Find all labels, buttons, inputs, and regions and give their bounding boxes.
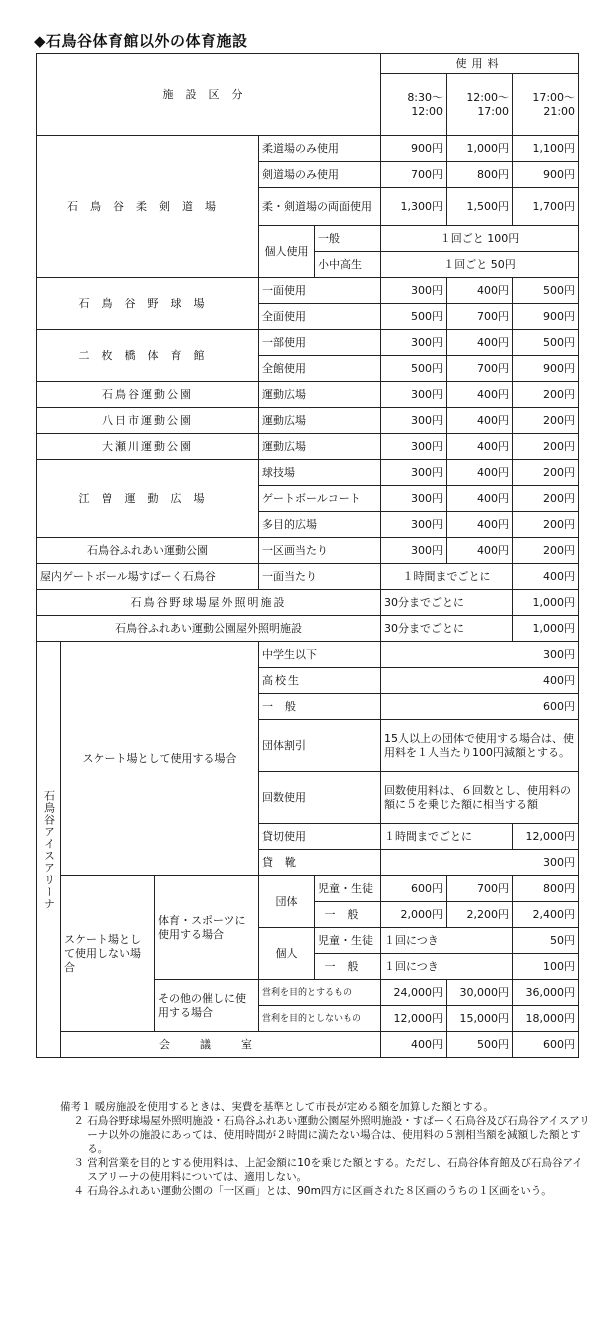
note-key: 備考１ — [60, 1101, 95, 1113]
note-text: 石鳥谷野球場屋外照明施設・石鳥谷ふれあい運動公園屋外照明施設・すぱーく石鳥谷及び石鳥谷アイスアリーナ以外の施設にあっては、使用時間が２時間に満たない場合は、使用料の５割相当額を減額した額とする。 — [87, 1115, 590, 1155]
facility-name: 石鳥谷ふれあい運動公園屋外照明施設 — [37, 616, 381, 642]
table-row — [37, 408, 579, 434]
fee-cell: 24,000円 — [381, 980, 447, 1006]
fee-cell: 2,000円 — [381, 902, 447, 928]
table-row — [37, 876, 579, 902]
usage-sublabel: 一般 — [315, 226, 381, 252]
fee-cell: 500円 — [381, 356, 447, 382]
fee-cell: 200円 — [513, 538, 579, 564]
facility-name-vertical: 石鳥谷アイスアリーナ — [37, 642, 61, 1058]
facility-name: 石鳥谷運動公園 — [37, 382, 259, 408]
usage-label: 一面使用 — [259, 278, 381, 304]
table-row — [37, 434, 579, 460]
note-key: ３ — [60, 1157, 88, 1169]
indiv-label: 個人 — [259, 928, 315, 980]
usage-subcategory: その他の催しに使用する場合 — [155, 980, 259, 1032]
fee-cell: 400円 — [447, 486, 513, 512]
fee-cell: 700円 — [447, 876, 513, 902]
usage-label: 全館使用 — [259, 356, 381, 382]
fee-cell: 100円 — [513, 954, 579, 980]
usage-sublabel: 児童・生徒 — [315, 876, 381, 902]
fee-cell: 1,500円 — [447, 188, 513, 226]
fee-cell: 500円 — [381, 304, 447, 330]
fee-cell: 300円 — [381, 538, 447, 564]
usage-label: 運動広場 — [259, 434, 381, 460]
usage-label: ゲートボールコート — [259, 486, 381, 512]
usage-label: 回数使用 — [259, 772, 381, 824]
fee-cell: 2,400円 — [513, 902, 579, 928]
fee-cell: 500円 — [513, 330, 579, 356]
fee-cell: 1,300円 — [381, 188, 447, 226]
note-key: ２ — [60, 1115, 88, 1127]
fee-cell: 900円 — [513, 162, 579, 188]
fee-cell: 600円 — [513, 1032, 579, 1058]
fee-cell: 200円 — [513, 434, 579, 460]
fee-cell: 36,000円 — [513, 980, 579, 1006]
usage-label: 貸靴 — [259, 850, 381, 876]
usage-sublabel: 児童・生徒 — [315, 928, 381, 954]
fee-cell: 300円 — [381, 278, 447, 304]
usage-label: 一般 — [259, 694, 381, 720]
usage-label: 全面使用 — [259, 304, 381, 330]
fee-unit: 30分までごとに — [381, 616, 513, 642]
time-slot-3: 17:00〜 21:00 — [513, 74, 579, 136]
usage-label: 高校生 — [259, 668, 381, 694]
facility-name: 屋内ゲートボール場すぱーく石鳥谷 — [37, 564, 259, 590]
table-row — [37, 382, 579, 408]
usage-sublabel: 小中高生 — [315, 252, 381, 278]
fee-cell: 400円 — [447, 382, 513, 408]
fee-cell: 1,000円 — [447, 136, 513, 162]
facility-name: 会議室 — [61, 1032, 381, 1058]
fee-cell: 300円 — [381, 642, 579, 668]
table-row — [37, 538, 579, 564]
facility-name: 石鳥谷柔剣道場 — [37, 136, 259, 278]
table-row — [37, 616, 579, 642]
note-key: ４ — [60, 1185, 88, 1197]
notes — [60, 1100, 590, 1198]
fee-cell: 400円 — [447, 434, 513, 460]
fee-cell: 700円 — [447, 356, 513, 382]
fee-cell: 600円 — [381, 876, 447, 902]
fee-cell: 800円 — [513, 876, 579, 902]
fee-header: 使用料 — [381, 54, 579, 74]
fee-cell: 400円 — [513, 564, 579, 590]
usage-category: スケート場として使用する場合 — [61, 642, 259, 876]
fee-table — [36, 53, 579, 1058]
fee-cell: 200円 — [513, 460, 579, 486]
time-slot-2: 12:00〜 17:00 — [447, 74, 513, 136]
table-row — [37, 330, 579, 356]
fee-cell: 300円 — [381, 330, 447, 356]
fee-cell: 500円 — [513, 278, 579, 304]
note-item — [60, 1100, 590, 1114]
usage-sublabel: 一般 — [315, 902, 381, 928]
note-item — [60, 1114, 590, 1156]
fee-cell: 2,200円 — [447, 902, 513, 928]
note-item — [60, 1184, 590, 1198]
facility-name: 二枚橋体育館 — [37, 330, 259, 382]
usage-label: 団体割引 — [259, 720, 381, 772]
fee-cell: 300円 — [381, 512, 447, 538]
fee-cell: 700円 — [447, 304, 513, 330]
usage-label: 個人使用 — [259, 226, 315, 278]
facility-name: 石鳥谷野球場屋外照明施設 — [37, 590, 381, 616]
usage-subcategory: 体育・スポーツに使用する場合 — [155, 876, 259, 980]
fee-cell: 30,000円 — [447, 980, 513, 1006]
table-header-row — [37, 54, 579, 74]
fee-cell: 300円 — [381, 486, 447, 512]
fee-cell: 600円 — [381, 694, 579, 720]
fee-cell: 800円 — [447, 162, 513, 188]
usage-label: 一面当たり — [259, 564, 381, 590]
fee-cell: 50円 — [513, 928, 579, 954]
facility-name: 石鳥谷野球場 — [37, 278, 259, 330]
usage-label: 貸切使用 — [259, 824, 381, 850]
fee-cell: 400円 — [447, 330, 513, 356]
fee-cell: 400円 — [381, 1032, 447, 1058]
fee-cell: 400円 — [447, 278, 513, 304]
fee-cell: 18,000円 — [513, 1006, 579, 1032]
fee-cell: 900円 — [513, 304, 579, 330]
note-text: 石鳥谷ふれあい運動公園の「一区画」とは、90m四方に区画された８区画のうちの１区画をいう。 — [87, 1185, 552, 1197]
time-slot-1: 8:30〜 12:00 — [381, 74, 447, 136]
fee-cell: 1,000円 — [513, 590, 579, 616]
fee-cell: 300円 — [381, 460, 447, 486]
usage-sublabel: 一般 — [315, 954, 381, 980]
fee-cell: 700円 — [381, 162, 447, 188]
facility-name: 大瀬川運動公園 — [37, 434, 259, 460]
note-item — [60, 1156, 590, 1184]
fee-cell: 1,100円 — [513, 136, 579, 162]
fee-cell: 400円 — [447, 460, 513, 486]
fee-cell: 300円 — [381, 408, 447, 434]
usage-label: 多目的広場 — [259, 512, 381, 538]
fee-cell: 900円 — [381, 136, 447, 162]
usage-label: 柔道場のみ使用 — [259, 136, 381, 162]
fee-cell: 500円 — [447, 1032, 513, 1058]
usage-label: 中学生以下 — [259, 642, 381, 668]
fee-cell: 1,000円 — [513, 616, 579, 642]
fee-note: 15人以上の団体で使用する場合は、使用料を１人当たり100円減額とする。 — [381, 720, 579, 772]
usage-sublabel: 営利を目的としないもの — [259, 1006, 381, 1032]
fee-cell: 300円 — [381, 382, 447, 408]
table-row — [37, 642, 579, 668]
usage-label: 柔・剣道場の両面使用 — [259, 188, 381, 226]
fee-note: 回数使用料は、６回数とし、使用料の額に５を乗じた額に相当する額 — [381, 772, 579, 824]
usage-label: 運動広場 — [259, 382, 381, 408]
fee-cell: 300円 — [381, 850, 579, 876]
fee-unit: １回につき — [381, 928, 513, 954]
fee-unit: １回につき — [381, 954, 513, 980]
facility-name: 石鳥谷ふれあい運動公園 — [37, 538, 259, 564]
fee-unit: １時間までごとに — [381, 824, 513, 850]
usage-label: 運動広場 — [259, 408, 381, 434]
page-title: ◆石鳥谷体育館以外の体育施設 — [34, 32, 248, 50]
table-row — [37, 278, 579, 304]
usage-label: 一部使用 — [259, 330, 381, 356]
fee-cell: 300円 — [381, 434, 447, 460]
fee-cell: 12,000円 — [381, 1006, 447, 1032]
fee-cell: 400円 — [381, 668, 579, 694]
fee-cell: 400円 — [447, 512, 513, 538]
fee-cell: 400円 — [447, 538, 513, 564]
fee-cell: 1,700円 — [513, 188, 579, 226]
fee-cell: 15,000円 — [447, 1006, 513, 1032]
facility-name: 八日市運動公園 — [37, 408, 259, 434]
fee-unit: 30分までごとに — [381, 590, 513, 616]
fee-cell: 200円 — [513, 512, 579, 538]
facility-header: 施設区分 — [37, 54, 381, 136]
fee-cell: 400円 — [447, 408, 513, 434]
fee-cell: 200円 — [513, 382, 579, 408]
fee-cell: 200円 — [513, 408, 579, 434]
fee-cell: 200円 — [513, 486, 579, 512]
note-text: 暖房施設を使用するときは、実費を基準として市長が定める額を加算した額とする。 — [94, 1101, 494, 1113]
group-label: 団体 — [259, 876, 315, 928]
usage-label: 剣道場のみ使用 — [259, 162, 381, 188]
fee-unit: １時間までごとに — [381, 564, 513, 590]
table-row — [37, 136, 579, 162]
usage-category: スケート場として使用しない場合 — [61, 876, 155, 1032]
facility-name: 江曽運動広場 — [37, 460, 259, 538]
fee-cell: 12,000円 — [513, 824, 579, 850]
note-text: 営利営業を目的とする使用料は、上記金額に10を乗じた額とする。ただし、石鳥谷体育館及び石鳥谷アイスアリーナの使用料については、適用しない。 — [87, 1157, 583, 1183]
table-row — [37, 564, 579, 590]
fee-cell: 900円 — [513, 356, 579, 382]
table-row — [37, 590, 579, 616]
table-row — [37, 1032, 579, 1058]
usage-label: 球技場 — [259, 460, 381, 486]
usage-sublabel: 営利を目的とするもの — [259, 980, 381, 1006]
table-row — [37, 460, 579, 486]
fee-cell: １回ごと 100円 — [381, 226, 579, 252]
fee-cell: １回ごと 50円 — [381, 252, 579, 278]
usage-label: 一区画当たり — [259, 538, 381, 564]
